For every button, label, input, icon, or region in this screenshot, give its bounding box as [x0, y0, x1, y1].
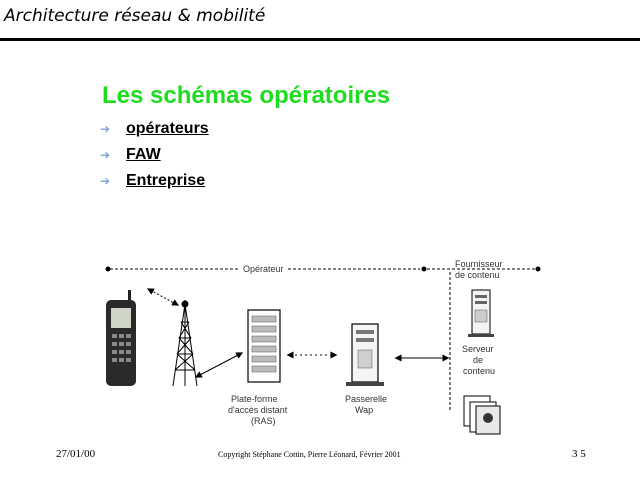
operator-label: Opérateur — [243, 264, 284, 274]
ras-rack-icon — [248, 310, 280, 382]
ras-label-3: (RAS) — [251, 416, 276, 426]
boundary-dot-right — [536, 267, 541, 272]
ras-label-2: d'accès distant — [228, 405, 288, 415]
slide-title: Les schémas opératoires — [102, 82, 391, 109]
gateway-label-1: Passerelle — [345, 394, 388, 404]
footer-page-number: 3 5 — [572, 448, 586, 460]
boundary-dot-mid — [422, 267, 427, 272]
provider-label-1: Fournisseur — [455, 259, 503, 269]
server-label-2: de — [473, 355, 484, 365]
footer-date: 27/01/00 — [56, 448, 96, 460]
content-server-icon — [468, 290, 494, 337]
antenna-tower-icon — [173, 300, 197, 386]
document-stack-icon — [464, 396, 500, 434]
link-operateurs[interactable]: opérateurs — [126, 120, 209, 137]
ras-label-1: Plate-forme — [231, 394, 278, 404]
link-faw[interactable]: FAW — [126, 146, 161, 163]
server-label-3: contenu — [463, 366, 496, 376]
bullet-arrow-icon: ➔ — [100, 122, 111, 136]
footer-copyright: Copyright Stéphane Cottin, Pierre Léonard, Février 2001 — [218, 450, 401, 459]
bullet-arrow-icon: ➔ — [100, 174, 111, 188]
wap-gateway-icon — [346, 324, 384, 386]
antenna-ras-arrow — [198, 354, 240, 376]
link-entreprise[interactable]: Entreprise — [126, 172, 206, 189]
radio-link-arrow — [150, 290, 176, 304]
bullet-arrow-icon: ➔ — [100, 148, 111, 162]
server-label-1: Serveur — [462, 344, 494, 354]
gateway-label-2: Wap — [355, 405, 374, 415]
boundary-dot-left — [106, 267, 111, 272]
mobile-phone-icon — [106, 290, 136, 386]
header-title: Architecture réseau & mobilité — [4, 6, 266, 26]
operator-boundary — [106, 259, 541, 280]
provider-label-2: de contenu — [455, 270, 500, 280]
